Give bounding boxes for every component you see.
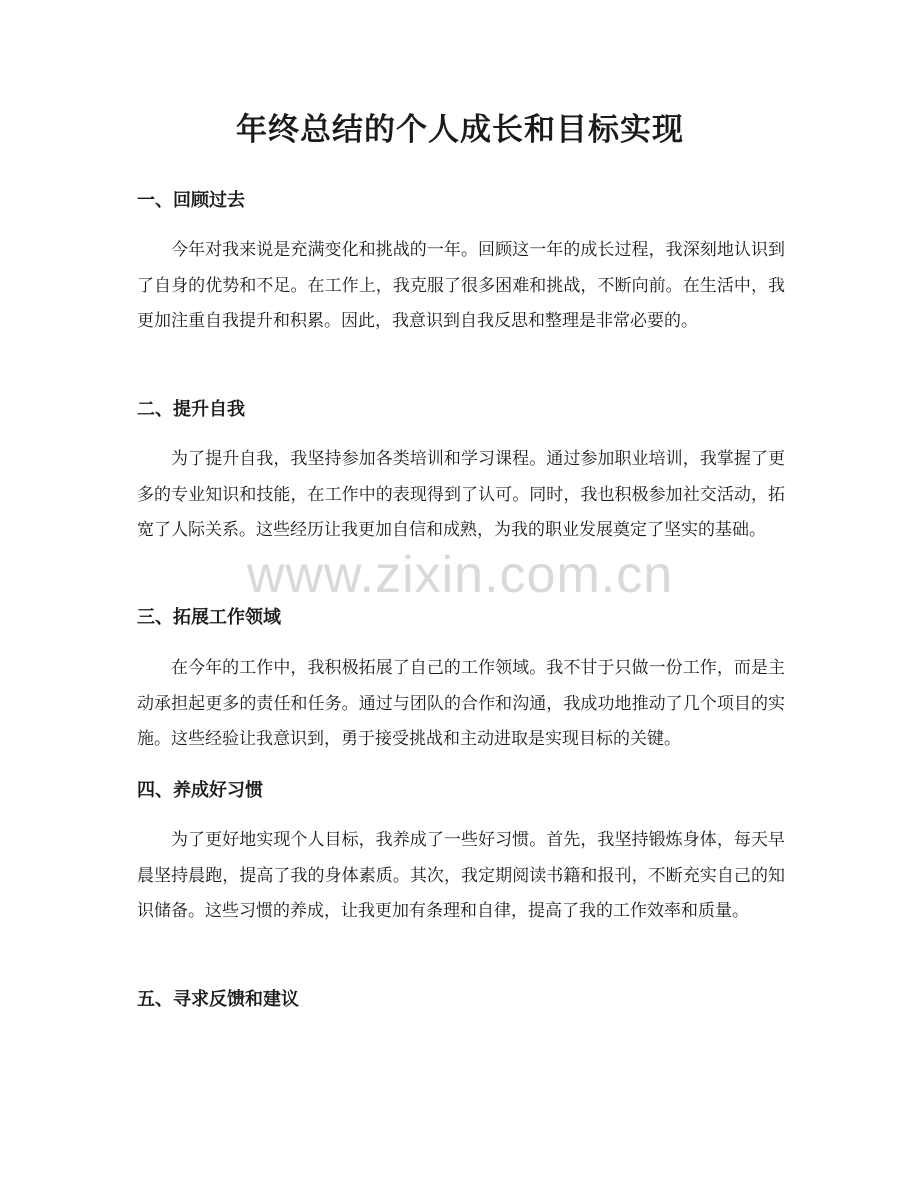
section-heading-good-habits: 四、养成好习惯 <box>137 780 263 801</box>
section-paragraph-good-habits: 为了更好地实现个人目标，我养成了一些好习惯。首先，我坚持锻炼身体，每天早晨坚持晨跑，提高了我的身体素质。其次，我定期阅读书籍和报刊，不断充实自己的知识储备。这些习惯的养成，让我更加有条理和自律，提高了我的工作效率和质量。 <box>137 830 785 921</box>
section-paragraph-self-improvement: 为了提升自我，我坚持参加各类培训和学习课程。通过参加职业培训，我掌握了更多的专业知识和技能，在工作中的表现得到了认可。同时，我也积极参加社交活动，拓宽了人际关系。这些经历让我更加自信和成熟，为我的职业发展奠定了坚实的基础。 <box>137 449 785 540</box>
watermark: www.zixin.com.cn <box>246 546 674 604</box>
section-heading-self-improvement: 二、提升自我 <box>137 399 245 420</box>
section-paragraph-review: 今年对我来说是充满变化和挑战的一年。回顾这一年的成长过程，我深刻地认识到了自身的优势和不足。在工作上，我克服了很多困难和挑战，不断向前。在生活中，我更加注重自我提升和积累。因此，我意识到自我反思和整理是非常必要的。 <box>137 240 785 331</box>
section-heading-review: 一、回顾过去 <box>137 190 245 211</box>
section-heading-feedback: 五、寻求反馈和建议 <box>137 989 299 1010</box>
document-title: 年终总结的个人成长和目标实现 <box>236 112 684 148</box>
section-paragraph-expand-work: 在今年的工作中，我积极拓展了自己的工作领域。我不甘于只做一份工作，而是主动承担起更多的责任和任务。通过与团队的合作和沟通，我成功地推动了几个项目的实施。这些经验让我意识到，勇于接受挑战和主动进取是实现目标的关键。 <box>137 658 785 749</box>
section-heading-expand-work: 三、拓展工作领域 <box>137 607 281 628</box>
